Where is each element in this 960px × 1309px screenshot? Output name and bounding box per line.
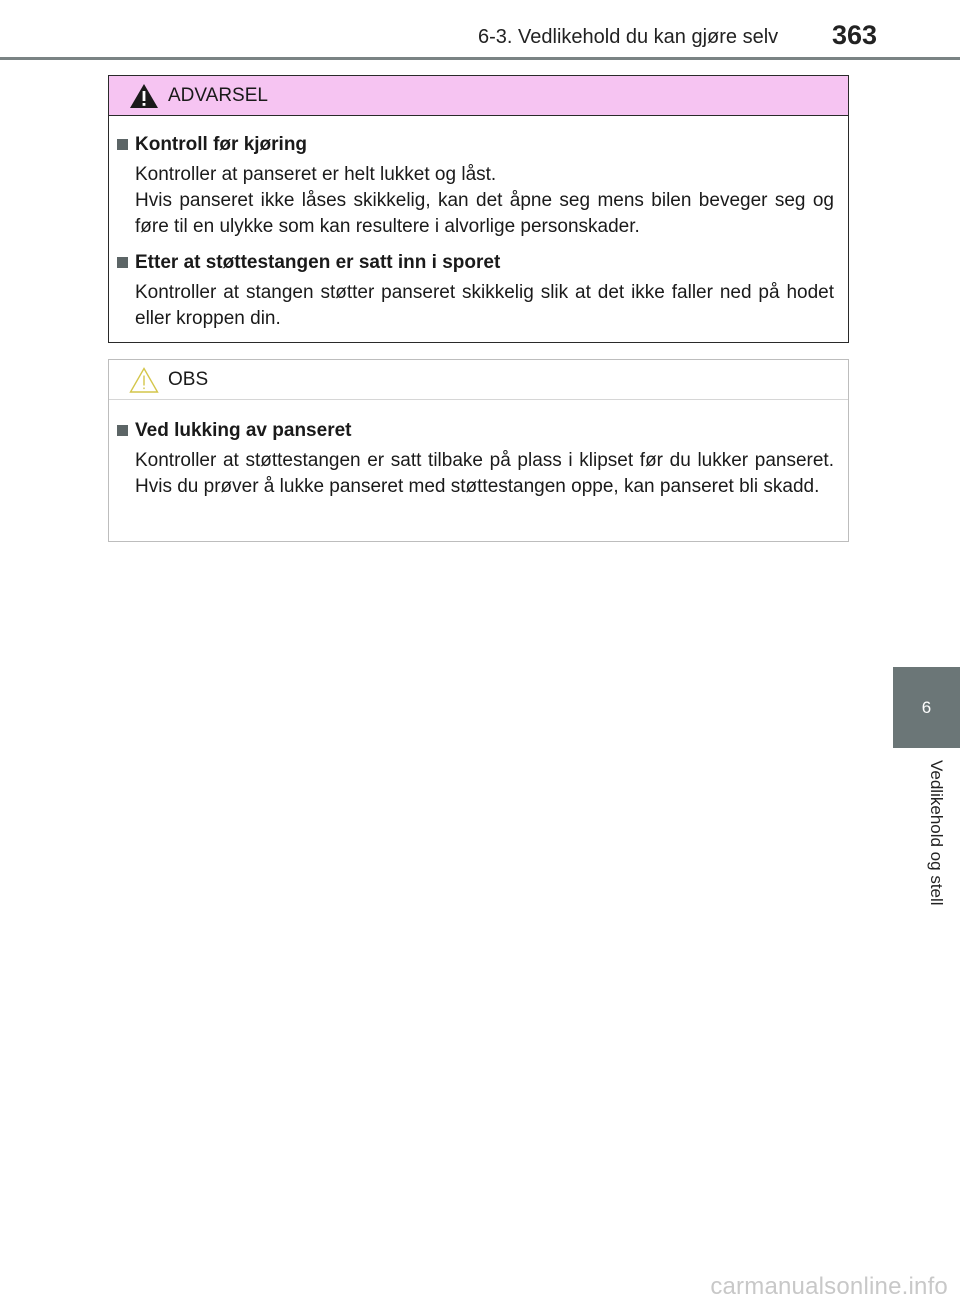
chapter-label: Vedlikehold og stell [927,760,946,906]
notice-box-header [109,360,848,400]
notice-box-body [109,400,848,500]
header-rule [0,57,960,60]
warning-item-line: Kontroller at panseret er helt lukket og låst. [135,164,497,185]
warning-item-line: Hvis panseret ikke låses skikkelig, kan det åpne seg mens bilen beveger seg og føre til en ulykke som kan resultere i alvorlige personskader. [135,190,834,237]
warning-item-heading-text: Kontroll før kjøring [135,134,308,155]
warning-box-body [109,116,848,332]
warning-item-heading [117,250,834,276]
warning-title: ADVARSEL [168,84,268,106]
notice-item-heading [117,418,834,444]
warning-item-text [117,280,834,332]
notice-title: OBS [168,368,209,390]
watermark-text: carmanualsonline.info [710,1273,948,1300]
warning-item-heading [117,132,834,158]
bullet-square [117,425,128,436]
warning-item-heading-text: Etter at støttestangen er satt inn i sporet [135,252,501,273]
notice-item-heading-text: Ved lukking av panseret [135,420,352,441]
notice-item-text [117,448,834,500]
warning-box [108,75,849,343]
warning-box-header [109,76,848,116]
notice-item-line: Kontroller at støttestangen er satt tilbake på plass i klipset før du lukker panseret. Hvis du prøver å lukke panseret med støttestangen oppe, kan panseret bli skadd. [135,450,834,497]
warning-triangle-icon [129,83,159,109]
bullet-square [117,139,128,150]
page-number: 363 [832,20,878,50]
chapter-number: 6 [921,697,932,717]
page-header-section: 6-3. Vedlikehold du kan gjøre selv [478,26,779,48]
notice-box [108,359,849,542]
chapter-tab [893,667,960,748]
warning-item-text [117,162,834,240]
bullet-square [117,257,128,268]
warning-item-line: Kontroller at stangen støtter panseret skikkelig slik at det ikke faller ned på hodet eller kroppen din. [135,282,834,329]
caution-triangle-icon [129,367,159,393]
